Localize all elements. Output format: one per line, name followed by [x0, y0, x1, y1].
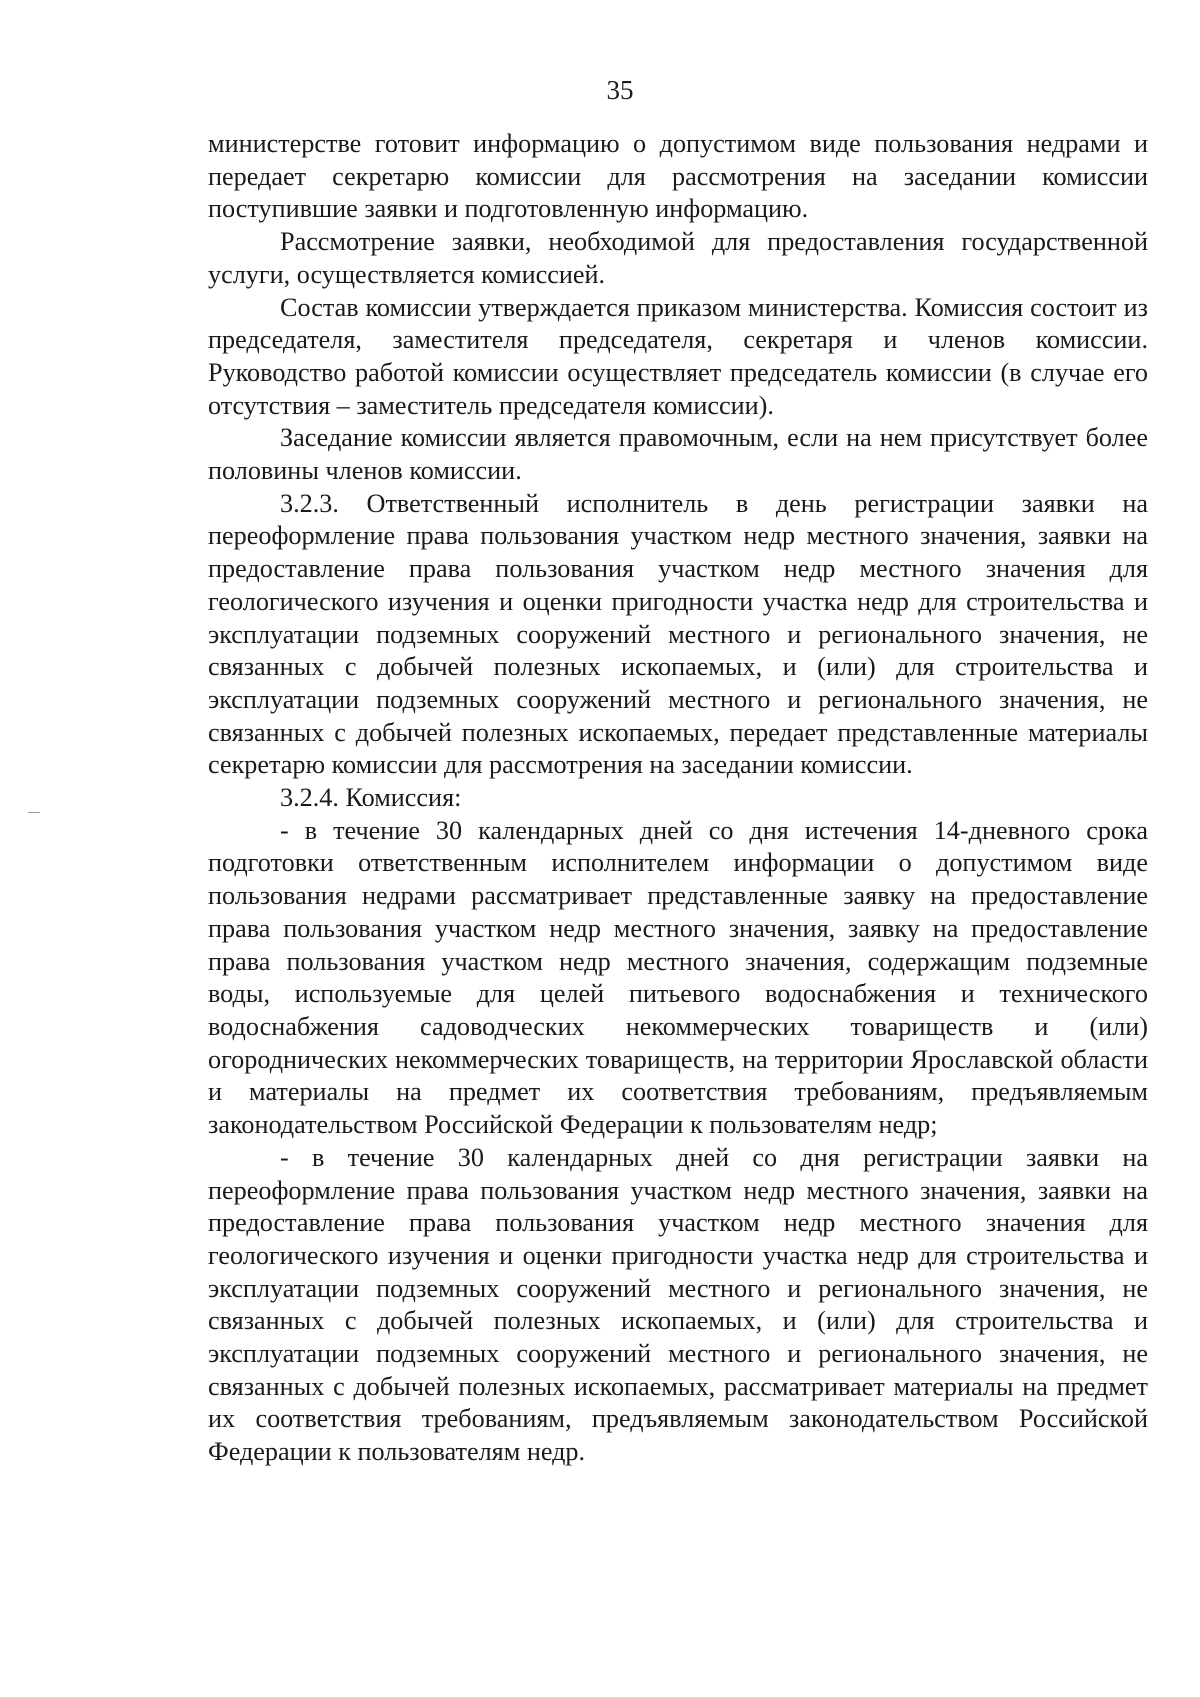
list-item: - в течение 30 календарных дней со дня истечения 14-дневного срока подготовки ответственным исполнителем информации о допустимом виде пользования недрами рассматривает представленные заявку на предоставление права пользования участком недр местного значения, заявку на предоставление права пользования участком недр местного значения, содержащим подземные воды, используемые для целей питьевого водоснабжения и технического водоснабжения садоводческих некоммерческих товариществ и (или) огороднических некоммерческих товариществ, на территории Ярославской области и материалы на предмет их соответствия требованиям, предъявляемым законодательством Российской Федерации к пользователям недр; — [208, 815, 1148, 1140]
paragraph: Заседание комиссии является правомочным, если на нем присутствует более половины членов комиссии. — [208, 423, 1148, 486]
paragraph: Состав комиссии утверждается приказом министерства. Комиссия состоит из председателя, заместителя председателя, секретаря и членов комиссии. Руководство работой комиссии осуществляет председатель комиссии (в случае его отсутствия – заместитель председателя комиссии). — [208, 292, 1148, 420]
document-body — [208, 128, 1148, 1469]
paragraph: Рассмотрение заявки, необходимой для предоставления государственной услуги, осуществляется комиссией. — [208, 227, 1148, 289]
list-item: - в течение 30 календарных дней со дня регистрации заявки на переоформление права пользования участком недр местного значения, заявки на предоставление права пользования участком недр местного значения для геологического изучения и оценки пригодности участка недр для строительства и эксплуатации подземных сооружений местного и регионального значения, не связанных с добычей полезных ископаемых, и (или) для строительства и эксплуатации подземных сооружений местного и регионального значения, не связанных с добычей полезных ископаемых, рассматривает материалы на предмет их соответствия требованиям, предъявляемым законодательством Российской Федерации к пользователям недр. — [208, 1142, 1148, 1467]
section-3-2-4-heading: 3.2.4. Комиссия: — [280, 783, 462, 813]
scan-mark — [28, 812, 40, 813]
page-number: 35 — [606, 75, 634, 105]
section-3-2-3: 3.2.3. Ответственный исполнитель в день регистрации заявки на переоформление права пользования участком недр местного значения, заявки на предоставление права пользования участком недр местного значения для геологического изучения и оценки пригодности участка недр для строительства и эксплуатации подземных сооружений местного и регионального значения, не связанных с добычей полезных ископаемых, и (или) для строительства и эксплуатации подземных сооружений местного и регионального значения, не связанных с добычей полезных ископаемых, передает представленные материалы секретарю комиссии для рассмотрения на заседании комиссии. — [208, 488, 1148, 780]
paragraph-continuation: министерстве готовит информацию о допустимом виде пользования недрами и передает секретарю комиссии для рассмотрения на заседании комиссии поступившие заявки и подготовленную информацию. — [208, 129, 1148, 224]
